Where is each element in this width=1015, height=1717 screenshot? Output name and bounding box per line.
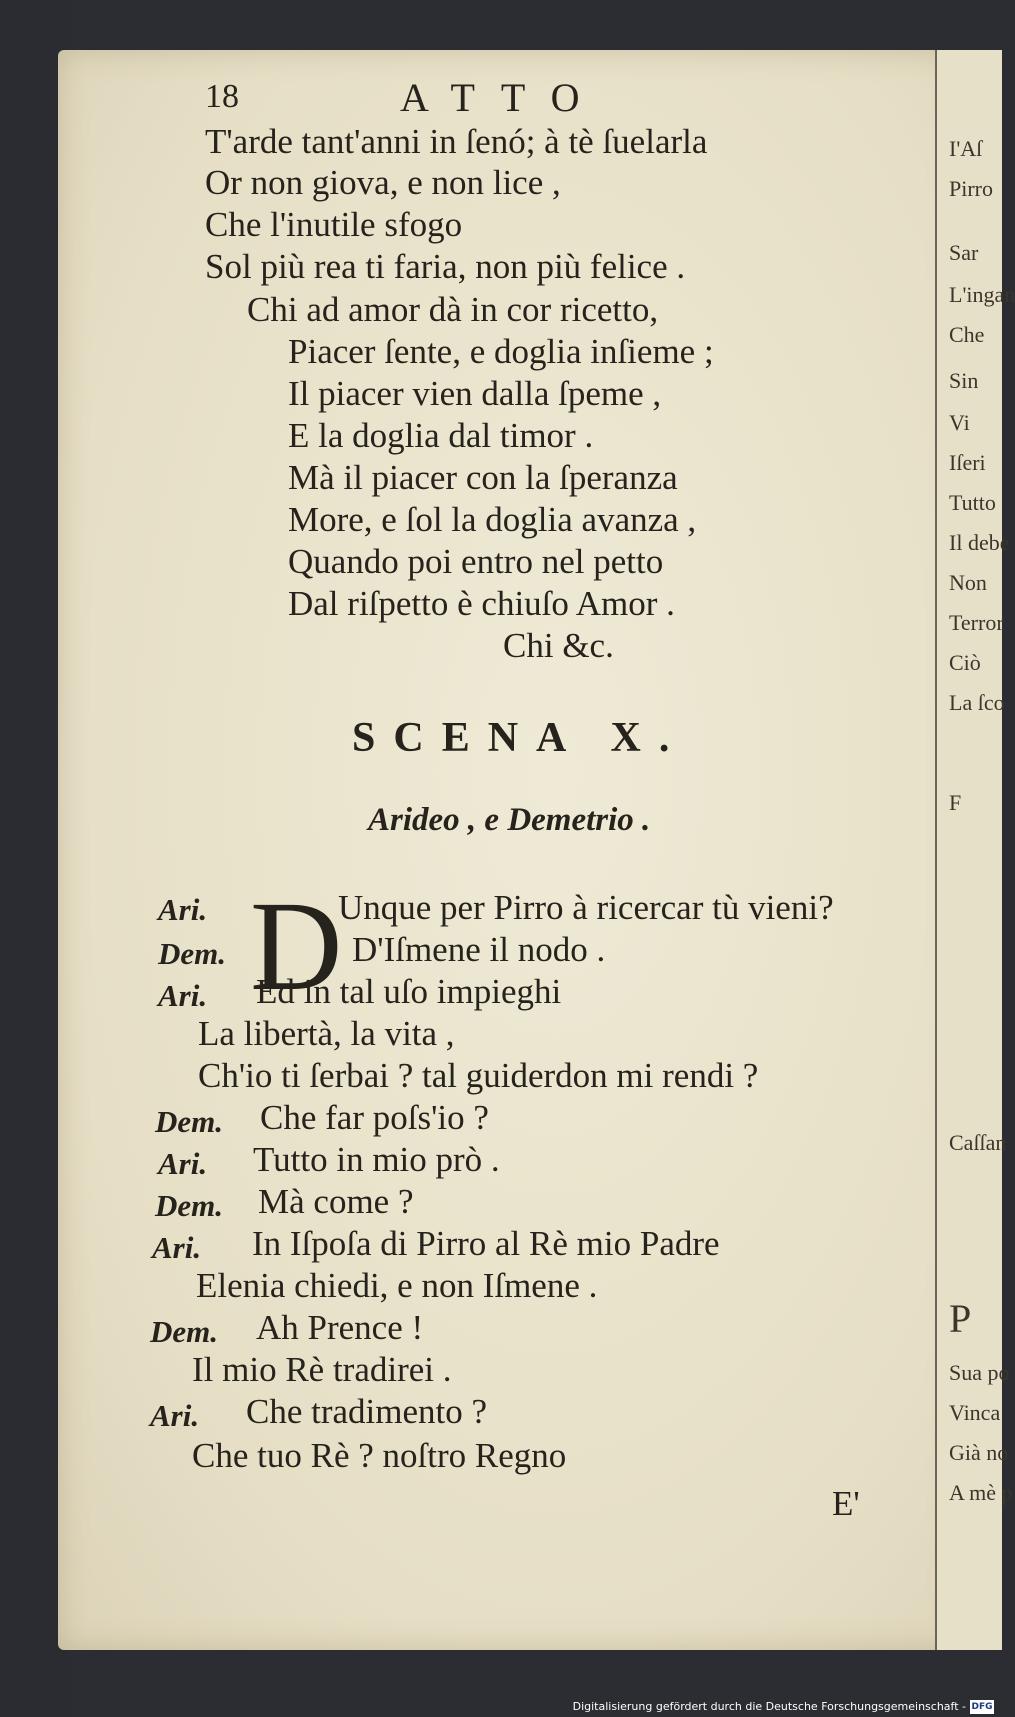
adjacent-fragment: Vinca [949,1400,1001,1425]
verse-line: Quando poi entro nel petto [288,542,664,581]
dialogue-line: Che tradimento ? [246,1392,488,1431]
adjacent-fragment: A mè p [949,1480,1013,1505]
verse-line: Chi ad amor dà in cor ricetto, [247,290,659,329]
adjacent-fragment: Iſeri [949,450,986,475]
scene-persons: Arideo , e Demetrio . [368,802,651,838]
dialogue-line: D'Iſmene il nodo . [352,930,606,969]
adjacent-fragment: Non [949,570,987,595]
dfg-logo: DFG [971,1702,993,1712]
scene-title: SCENA X. [352,715,688,761]
dialogue-line: Ch'io ti ſerbai ? tal guiderdon mi rendi ? [198,1056,759,1095]
adjacent-fragment: Ciò [949,650,981,675]
digitization-credit: Digitalisierung gefördert durch die Deutsche Forschungsgemeinschaft - [572,1700,966,1713]
adjacent-fragment: Caſſan [949,1130,1007,1155]
verse-line: More, e ſol la doglia avanza , [288,500,697,539]
verse-line: Il piacer vien dalla ſpeme , [288,374,662,413]
speaker-label: Ari. [152,1230,202,1265]
speaker-label: Ari. [150,1398,200,1433]
dialogue-line: Ah Prence ! [256,1308,424,1347]
verse-line: Piacer ſente, e doglia inſieme ; [288,332,714,371]
verse-line: T'arde tant'anni in ſenó; à tè ſuelarla [205,122,708,161]
verse-line: Or non giova, e non lice , [205,163,561,202]
drop-cap: D [250,875,343,1017]
adjacent-fragment: Sar [949,240,979,265]
dialogue-line: Tutto in mio prò . [253,1140,500,1179]
speaker-label: Dem. [150,1314,219,1349]
dialogue-line: In Iſpoſa di Pirro al Rè mio Padre [252,1224,720,1263]
adjacent-fragment: F [949,790,962,815]
dialogue-line: Mà come ? [258,1182,414,1221]
adjacent-page-edge [935,50,1015,1650]
dialogue-line: Elenia chiedi, e non Iſmene . [196,1266,598,1305]
adjacent-fragment: Pirro [949,176,993,201]
adjacent-fragment: Sua po [949,1360,1010,1385]
speaker-label: Ari. [158,892,208,927]
adjacent-fragment: I'Aſ [949,136,983,161]
adjacent-fragment: Sin [949,368,979,393]
catchword: E' [832,1484,860,1523]
adjacent-fragment: La ſco [949,690,1005,715]
adjacent-fragment: Che [949,322,985,347]
speaker-label: Dem. [155,1104,224,1139]
dialogue-line: Che far poſs'io ? [260,1098,489,1137]
adjacent-fragment: Già no [949,1440,1009,1465]
adjacent-fragment: Il debe [949,530,1010,555]
verse-line: Sol più rea ti faria, non più felice . [205,247,686,286]
verse-line: Mà il piacer con la ſperanza [288,458,678,497]
adjacent-fragment: Vi [949,410,970,435]
dialogue-line: Unque per Pirro à ricercar tù vieni? [338,888,834,927]
adjacent-fragment: Terror [949,610,1004,635]
dialogue-line: Ed in tal uſo impieghi [256,972,562,1011]
verse-line: E la doglia dal timor . [288,416,594,455]
verse-line: Chi &c. [503,626,614,665]
speaker-label: Dem. [155,1188,224,1223]
speaker-label: Ari. [158,1146,208,1181]
adjacent-fragment: Tutto [949,490,996,515]
adjacent-fragment: P [949,1296,972,1341]
page-number: 18 [205,78,239,115]
dialogue-line: Che tuo Rè ? noſtro Regno [192,1436,567,1475]
dialogue-line: Il mio Rè tradirei . [192,1350,452,1389]
verse-line: Dal riſpetto è chiuſo Amor . [288,584,675,623]
adjacent-fragment: L'ingan [949,282,1015,307]
running-head: ATTO [400,75,606,120]
speaker-label: Dem. [158,936,227,971]
speaker-label: Ari. [158,978,208,1013]
verse-line: Che l'inutile sfogo [205,205,463,244]
dialogue-line: La libertà, la vita , [198,1014,455,1053]
